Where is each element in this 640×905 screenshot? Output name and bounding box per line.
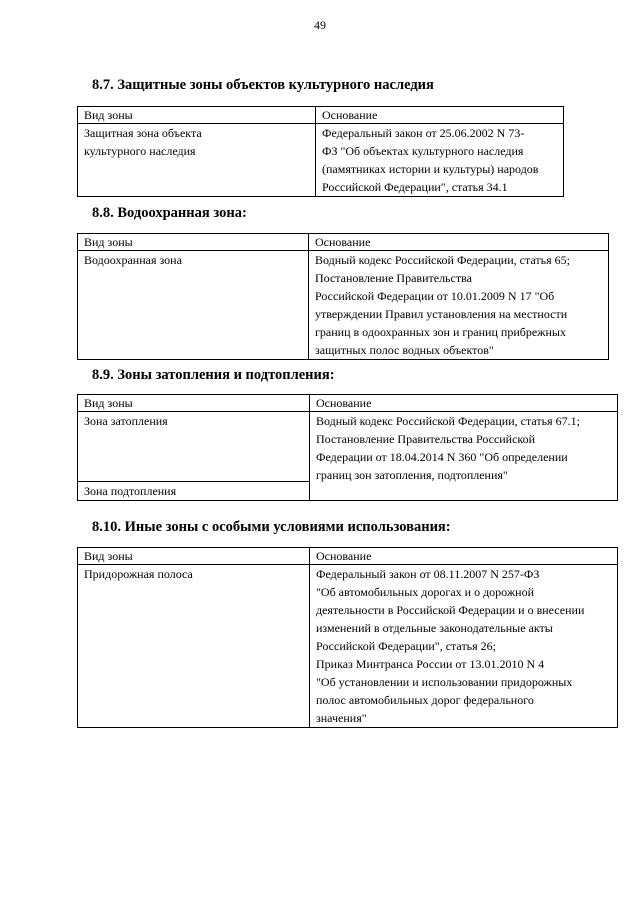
header-zone-type: Вид зоны: [78, 548, 310, 565]
table-header-row: [78, 548, 618, 565]
page-number: 49: [314, 18, 326, 32]
table-header-row: [78, 395, 618, 412]
header-basis: Основание: [310, 395, 618, 412]
zone-cell: Придорожная полоса: [78, 565, 310, 728]
table-flood-zones: [77, 394, 618, 501]
zone-cell: Защитная зона объекта культурного наследия: [78, 124, 316, 197]
basis-cell: Федеральный закон от 25.06.2002 N 73- ФЗ "Об объектах культурного наследия (памятниках истории и культуры) народов Российской Федерации", статья 34.1: [316, 124, 564, 197]
table-water-protection-zone: [77, 233, 609, 360]
basis-cell: Федеральный закон от 08.11.2007 N 257-ФЗ "Об автомобильных дорогах и о дорожной деятельности в Российской Федерации и о внесении изменений в отдельные законодательные акты Российской Федерации", статья 26; Приказ Минтранса России от 13.01.2010 N 4 "Об установлении и использовании придорожных полос автомобильных дорог федерального значения": [310, 565, 618, 728]
table-other-zones: [77, 547, 618, 728]
section-title-8-7: 8.7. Защитные зоны объектов культурного наследия: [92, 77, 434, 93]
section-title-8-9: 8.9. Зоны затопления и подтопления:: [92, 367, 335, 383]
header-zone-type: Вид зоны: [78, 107, 316, 124]
section-title-8-8: 8.8. Водоохранная зона:: [92, 205, 247, 221]
table-row: [78, 124, 564, 197]
table-header-row: [78, 107, 564, 124]
basis-cell: Водный кодекс Российской Федерации, статья 65; Постановление Правительства Российской Федерации от 10.01.2009 N 17 "Об утверждении Правил установления на местности границ в одоохранных зон и границ прибрежных защитных полос водных объектов": [309, 251, 609, 360]
header-basis: Основание: [309, 234, 609, 251]
table-header-row: [78, 234, 609, 251]
zone-cell: Зона подтопления: [78, 482, 310, 501]
table-protective-zones: [77, 106, 564, 197]
header-zone-type: Вид зоны: [78, 234, 309, 251]
section-title-8-10: 8.10. Иные зоны с особыми условиями использования:: [92, 519, 451, 535]
zone-cell: Водоохранная зона: [78, 251, 309, 360]
zone-cell: Зона затопления: [78, 412, 310, 482]
table-row: [78, 251, 609, 360]
header-basis: Основание: [310, 548, 618, 565]
header-zone-type: Вид зоны: [78, 395, 310, 412]
table-row: [78, 412, 618, 482]
table-row: [78, 565, 618, 728]
header-basis: Основание: [316, 107, 564, 124]
basis-cell: Водный кодекс Российской Федерации, статья 67.1; Постановление Правительства Российской Федерации от 18.04.2014 N 360 "Об определении границ зон затопления, подтопления": [310, 412, 618, 501]
